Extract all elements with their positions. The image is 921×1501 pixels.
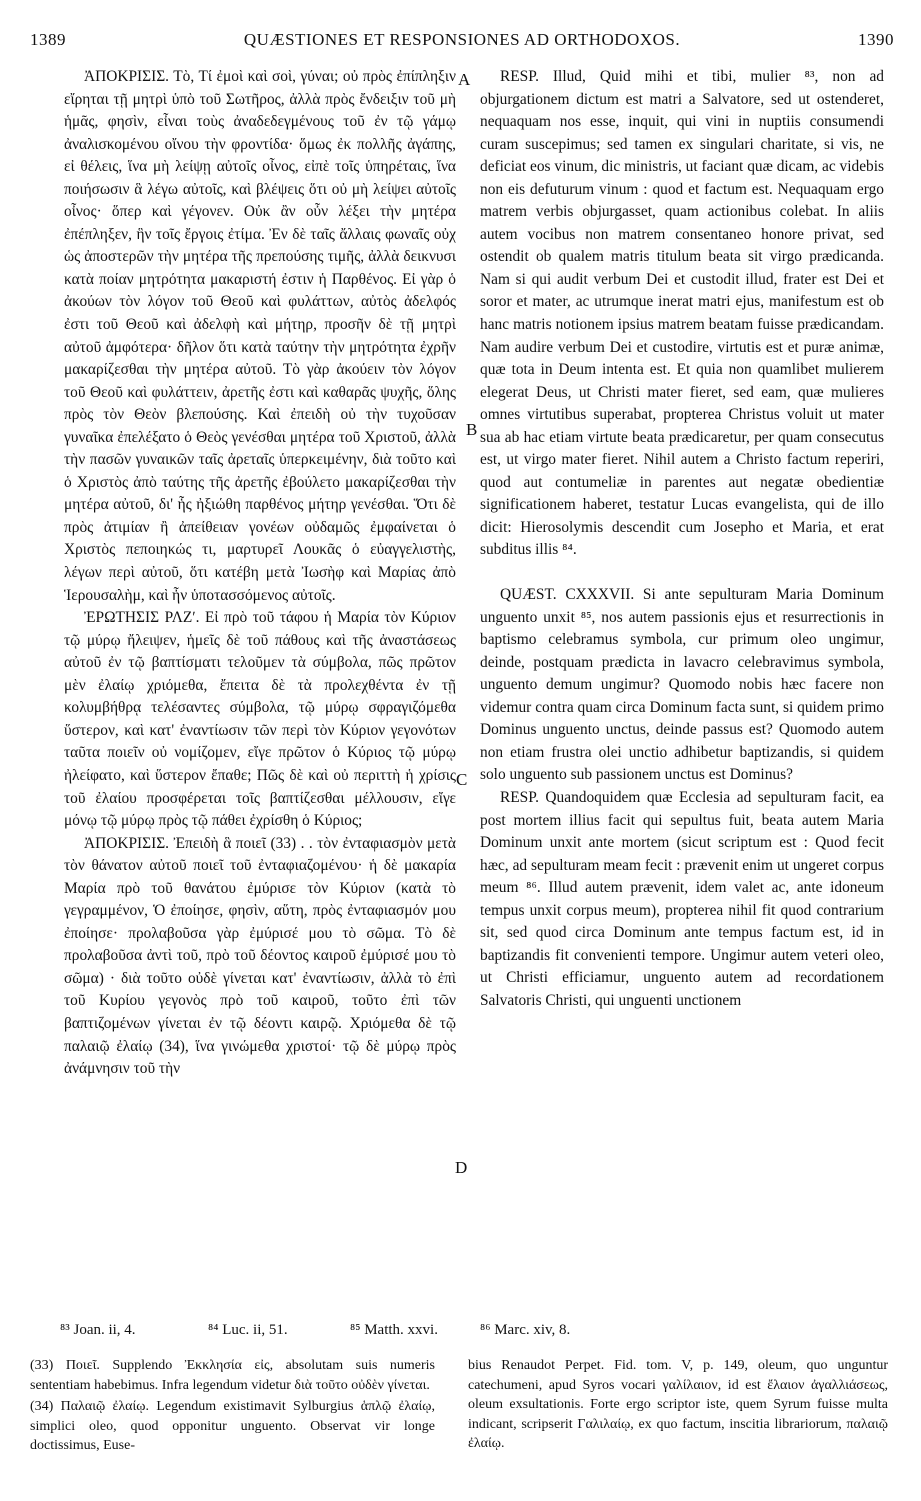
greek-answer-137: ἈΠΟΚΡΙΣΙΣ. Ἐπειδὴ ἃ ποιεῖ (33) . . τὸν ἐνταφιασμὸν μετὰ τὸν θάνατον αὐτοῦ ποιεῖ τοῦ ἐνταφιαζομένου· ἡ δὲ μακαρία Μαρία πρὸ τοῦ θανάτου ἐμύρισε τὸν Κύριον (κατὰ τὸ γεγραμμένον, Ὁ ἐποίησε, φησὶν, αὕτη, πρὸς ἐνταφιασμόν μου ἐποίησε· προλαβοῦσα γὰρ ἐμύρισέ μου τὸ σῶμα. Τὸ δὲ προλαβοῦσα ἀντὶ τοῦ, πρὸ τοῦ δέοντος καιροῦ ἐμύρισέ μου τὸ σῶμα) · διὰ τοῦτο οὐδὲ γίνεται κατ' ἐναντίωσιν, ἀλλὰ τὸ ἐπὶ τοῦ Κυρίου γεγονὸς πρὸ τοῦ καιροῦ, τοῦτο ἐπὶ τῶν βαπτιζομένων γίνεται ἐν τῷ δέοντι καιρῷ. Χριόμεθα δὲ τῷ παλαιῷ ἐλαίῳ (34), ἵνα γινώμεθα χριστοί· τῷ δὲ μύρῳ πρὸς ἀνάμνησιν τοῦ τὴν [64,834,456,1078]
greek-column [64,66,456,1081]
latin-answer-137: RESP. Quandoquidem quæ Ecclesia ad sepulturam facit, ea post mortem illius facit qui sepultus fuit, beata autem Maria Dominum unxit ante mortem (sicut scriptum est : Quod fecit hæc, ad sepulturam meam fecit : prævenit enim ut ungeret corpus meum ⁸⁶. Illud autem prævenit, idem valet ac, ante idoneum tempus unxit corpus meum), propterea nihil fit quod contrarium sit, sed quod circa Dominum ante tempus factum est, id in baptizandis fit convenienti tempore. Ungimur autem veteri oleo, ut Christi efficiamur, unguento autem ad recordationem Salvatoris Christi, qui unguenti unctionem [480,788,884,1009]
note-33: (33) Ποιεῖ. Supplendo Ἐκκλησία εἰς, absolutam suis numeris sententiam habebimus. Infra legendum videtur διὰ τοῦτο οὐδὲν γίνεται. [30,1358,435,1393]
latin-question-137: QUÆST. CXXXVII. Si ante sepulturam Maria Dominum unguento unxit ⁸⁵, nos autem passionis ejus et resurrectionis in baptismo celebramus symbola, cur primum oleo ungimur, deinde, postquam prædicta in lavacro celebravimus symbola, unguento demum ungimur? Quomodo nobis hæc facere non videmur contra quam circa Dominum facta sunt, si quidem primo Dominus unguento unctus, deinde passus est? Quomodo autem non etiam frustra olei unctio adhibetur baptizandis, si quidem solo unguento sub passionem unctus est Dominus? [480,586,884,784]
page-header [30,30,894,56]
editor-notes-right [468,1356,888,1454]
page-number-right: 1390 [858,30,894,49]
editor-notes-left [30,1356,435,1456]
margin-letter-b: B [466,420,478,439]
latin-column [480,66,884,1012]
margin-letter-d: D [455,1158,468,1177]
footnote-85: ⁸⁵ Matth. xxvi. [350,1322,438,1338]
latin-answer-136: RESP. Illud, Quid mihi et tibi, mulier ⁸³, non ad objurgationem dictum est matri a Salvatore, sed ut ostenderet, nequaquam nos esse, inquit, qui vini in nuptiis consumendi curam suscepimus; sed tamen ex singulari charitate, si vis, ne deficiat eos vinum, dic ministris, ut faciant quæ dicam, ac videbis non eis defuturum vinum : quod et factum est. Nequaquam ergo matrem verbis objurgasset, quam actionibus colebat. In aliis autem vocibus non matrem consentaneo honore privat, sed ostendit ob qualem matris titulum beata sit virgo prædicanda. Nam si qui audit verbum Dei et custodit illud, frater est Dei et soror et mater, ac utrumque inerat matri ejus, manifestum est ob hanc matris notionem ipsius matrem beatam fuisse prædicandam. Nam audire verbum Dei et custodire, virtutis est et puræ animæ, quæ tota in Deum intenta est. Et quia non quamlibet mulierem elegerat Deus, ut Christi mater fieret, sed eam, quæ mulieres omnes virtutibus superabat, propterea Christus voluit ut mater sua ab hac etiam virtute beata prædicaretur, per quam consecutus est, ut virgo mater fieret. Nihil autem a Christo factum reperiri, quod aut contumeliæ in parentes aut negatæ obedientiæ significationem haberet, testatur Lucas evangelista, qui de illo dicit: Hierosolymis descendit cum Josepho et Maria, et erat subditus illis ⁸⁴. [480,68,884,559]
greek-question-137: ἘΡΩΤΗΣΙΣ ΡΛΖʹ. Εἰ πρὸ τοῦ τάφου ἡ Μαρία τὸν Κύριον τῷ μύρῳ ἤλειψεν, ἡμεῖς δὲ τοῦ πάθους καὶ τῆς ἀναστάσεως αὐτοῦ ἐν τῷ βαπτίσματι τελοῦμεν τὰ σύμβολα, πῶς πρῶτον μὲν ἐλαίῳ χριόμεθα, ἔπειτα δὲ τὰ προλεχθέντα ἐν τῇ κολυμβήθρᾳ τελέσαντες σύμβολα, τῷ μύρῳ σφραγιζόμεθα ὕστερον, καὶ κατ' ἐναντίωσιν τῶν περὶ τὸν Κύριον γεγονότων ταῦτα ποιεῖν οὐ νομίζομεν, εἴγε πρῶτον ὁ Κύριος τῷ μύρῳ ἠλείφατο, καὶ ὕστερον ἔπαθε; Πῶς δὲ καὶ οὐ περιττὴ ἡ χρίσις τοῦ ἐλαίου προσφέρεται τοῖς βαπτίζεσθαι μέλλουσιν, εἴγε μόνῳ τῷ μύρῳ πρὸς τῷ πάθει ἐχρίσθη ὁ Κύριος; [64,609,456,830]
margin-letter-c: C [456,770,468,789]
footnote-86: ⁸⁶ Marc. xiv, 8. [480,1322,571,1338]
note-34-continued: bius Renaudot Perpet. Fid. tom. V, p. 149, oleum, quo unguntur catechumeni, apud Syros vocari γαλίλαιον, id est ἔλαιον ἀγαλλιάσεως, oleum exsultationis. Forte ergo scriptor iste, quem Syrum fuisse multa indicant, scripserit Γαλιλαίῳ, ex quo factum, inscitia librariorum, παλαιῷ ἐλαίῳ. [468,1358,888,1451]
page-number-left: 1389 [30,30,66,49]
note-34: (34) Παλαιῷ ἐλαίῳ. Legendum existimavit Sylburgius ἁπλῷ ἐλαίῳ, simplici oleo, quod opponitur unguento. Observat vir longe doctissimus, Euse- [30,1399,435,1453]
greek-answer-136: ἈΠΟΚΡΙΣΙΣ. Τὸ, Τί ἐμοὶ καὶ σοὶ, γύναι; οὐ πρὸς ἐπίπληξιν εἴρηται τῇ μητρὶ ὑπὸ τοῦ Σωτῆρος, ἀλλὰ πρὸς ἔνδειξιν τοῦ μὴ ἡμᾶς, φησὶν, εἶναι τοὺς ἀναδεδεγμένους τοῦ ἐν τῷ γάμῳ ἀναλισκομένου οἴνου τὴν φροντίδα· ὅμως ἐκ πολλῆς ἀγάπης, εἰ θέλεις, ἵνα μὴ λείψῃ αὐτοῖς οἶνος, εἰπὲ τοῖς ὑπηρέταις, ἵνα ποιήσωσιν ἃ λέγω αὐτοῖς, καὶ βλέψεις ὅτι οὐ μὴ λείψει αὐτοῖς οἶνος· ὅπερ καὶ γέγονεν. Οὐκ ἂν οὖν λέξει τὴν μητέρα ἐπέπληξεν, ἣν τοῖς ἔργοις ἐτίμα. Ἐν δὲ ταῖς ἄλλαις φωναῖς οὐχ ὡς ἀποστερῶν τὴν μητέρα τῆς πρεπούσης τιμῆς, ἀλλὰ δεικνυσι κατὰ ποίαν μητρότητα μακαριστή ἐστιν ἡ Παρθένος. Εἰ γὰρ ὁ ἀκούων τὸν λόγον τοῦ Θεοῦ καὶ φυλάττων, αὐτὸς ἀδελφός ἐστι τοῦ Θεοῦ καὶ ἀδελφὴ καὶ μήτηρ, προσῆν δὲ τῇ μητρὶ αὐτοῦ ἀμφότερα· δῆλον ὅτι κατὰ ταύτην τὴν μητρότητα ἐχρῆν μακαρίζεσθαι τὴν μητέρα αὐτοῦ. Τὸ γὰρ ἀκούειν τὸν λόγον τοῦ Θεοῦ καὶ φυλάττειν, ἀρετῆς ἐστι καὶ καθαρᾶς ψυχῆς, ὅλης πρὸς τὸν Θεὸν βλεπούσης. Καὶ ἐπειδὴ οὐ τὴν τυχοῦσαν γυναῖκα ἐπελέξατο ὁ Θεὸς γενέσθαι μητέρα τοῦ Χριστοῦ, ἀλλὰ τὴν πασῶν γυναικῶν ταῖς ἀρεταῖς ὑπερκειμένην, διὰ τοῦτο καὶ ὁ Χριστὸς ἀπὸ ταύτης τῆς ἀρετῆς ἐβούλετο μακαρίζεσθαι τὴν μητέρα αὐτοῦ, δι' ἧς ἠξιώθη παρθένος μήτηρ γενέσθαι. Ὅτι δὲ πρὸς ἀτιμίαν ἢ ἀπείθειαν γονέων οὐδαμῶς ἐμφαίνεται ὁ Χριστὸς πεποιηκώς τι, μαρτυρεῖ Λουκᾶς ὁ εὐαγγελιστὴς, λέγων περὶ αὐτοῦ, ὅτι κατέβη μετὰ Ἰωσὴφ καὶ Μαρίας ἀπὸ Ἱερουσαλὴμ, καὶ ἦν ὑποτασσόμενος αὐτοῖς. [64,68,456,604]
footnote-84: ⁸⁴ Luc. ii, 51. [208,1322,288,1338]
footnote-83: ⁸³ Joan. ii, 4. [60,1322,136,1338]
margin-letter-a: A [458,70,471,89]
running-title: QUÆSTIONES ET RESPONSIONES AD ORTHODOXOS. [243,30,681,49]
